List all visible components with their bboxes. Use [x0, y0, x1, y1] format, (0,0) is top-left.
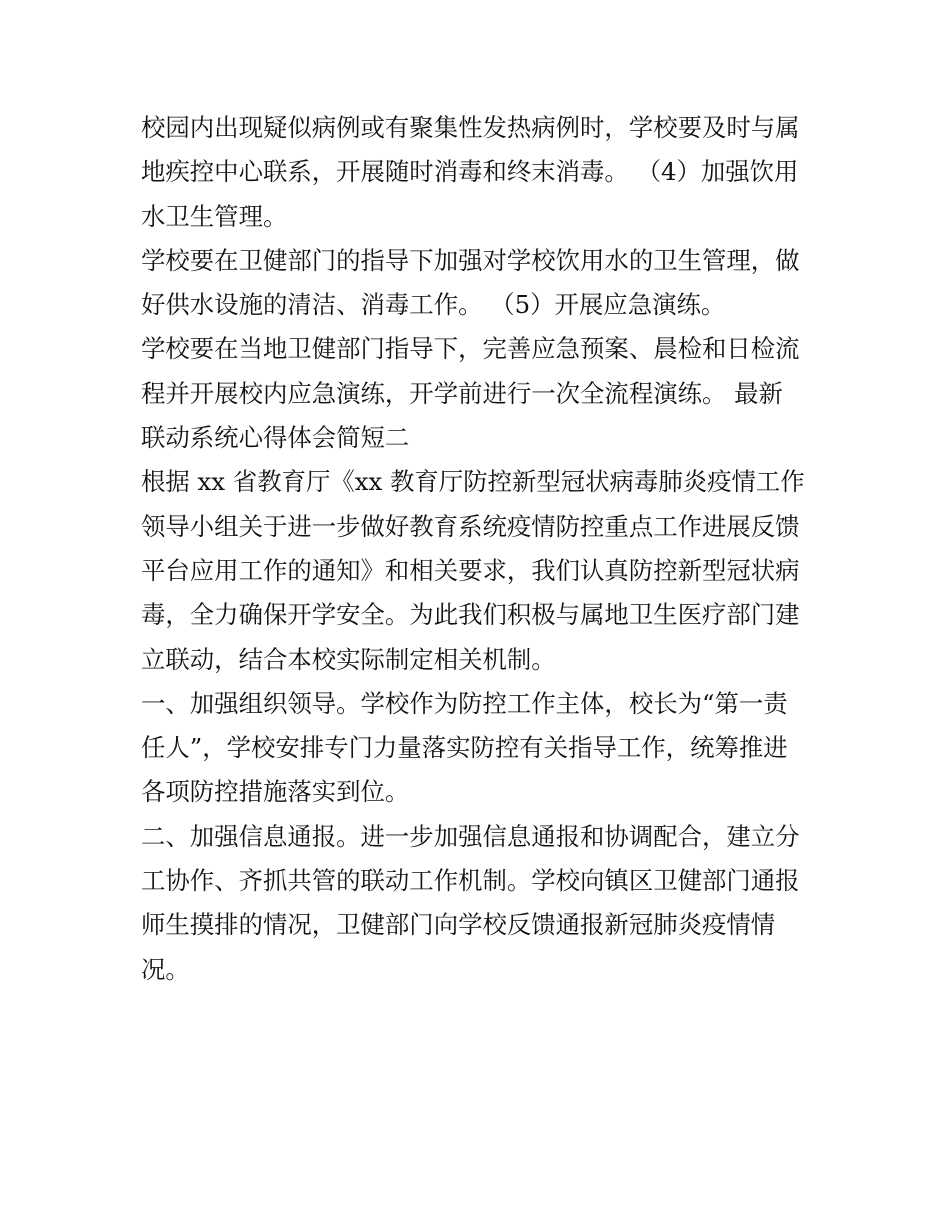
text-line: 工协作、齐抓共管的联动工作机制。学校向镇区卫健部门通报 [141, 866, 800, 896]
text-line: 立联动，结合本校实际制定相关机制。 [141, 644, 556, 674]
text-line: 程并开展校内应急演练，开学前进行一次全流程演练。 最新 [141, 378, 783, 408]
text-line: 任人”，学校安排专门力量落实防控有关指导工作，统筹推进 [141, 733, 788, 763]
text-line: 各项防控措施落实到位。 [141, 777, 410, 807]
text-line: 领导小组关于进一步做好教育系统疫情防控重点工作进展反馈 [141, 511, 800, 541]
text-line: 一、加强组织领导。学校作为防控工作主体，校长为“第一责 [141, 688, 788, 718]
text-line: 师生摸排的情况，卫健部门向学校反馈通报新冠肺炎疫情情 [141, 910, 776, 940]
text-line: 学校要在卫健部门的指导下加强对学校饮用水的卫生管理，做 [141, 245, 800, 275]
text-line: 平台应用工作的通知》和相关要求，我们认真防控新型冠状病 [141, 555, 800, 585]
text-line: 二、加强信息通报。进一步加强信息通报和协调配合，建立分 [141, 821, 800, 851]
text-line: 根据 xx 省教育厅《xx 教育厅防控新型冠状病毒肺炎疫情工作 [141, 467, 805, 497]
section-heading: 联动系统心得体会简短二 [141, 423, 410, 453]
text-line: 水卫生管理。 [141, 201, 288, 231]
text-line: 地疾控中心联系，开展随时消毒和终末消毒。 （4）加强饮用 [141, 157, 799, 187]
text-line: 好供水设施的清洁、消毒工作。 （5）开展应急演练。 [141, 290, 726, 320]
text-line: 学校要在当地卫健部门指导下，完善应急预案、晨检和日检流 [141, 334, 800, 364]
text-line: 校园内出现疑似病例或有聚集性发热病例时，学校要及时与属 [141, 113, 800, 142]
document-body [141, 106, 821, 992]
text-line: 况。 [141, 954, 190, 984]
text-line: 毒，全力确保开学安全。为此我们积极与属地卫生医疗部门建 [141, 600, 800, 630]
